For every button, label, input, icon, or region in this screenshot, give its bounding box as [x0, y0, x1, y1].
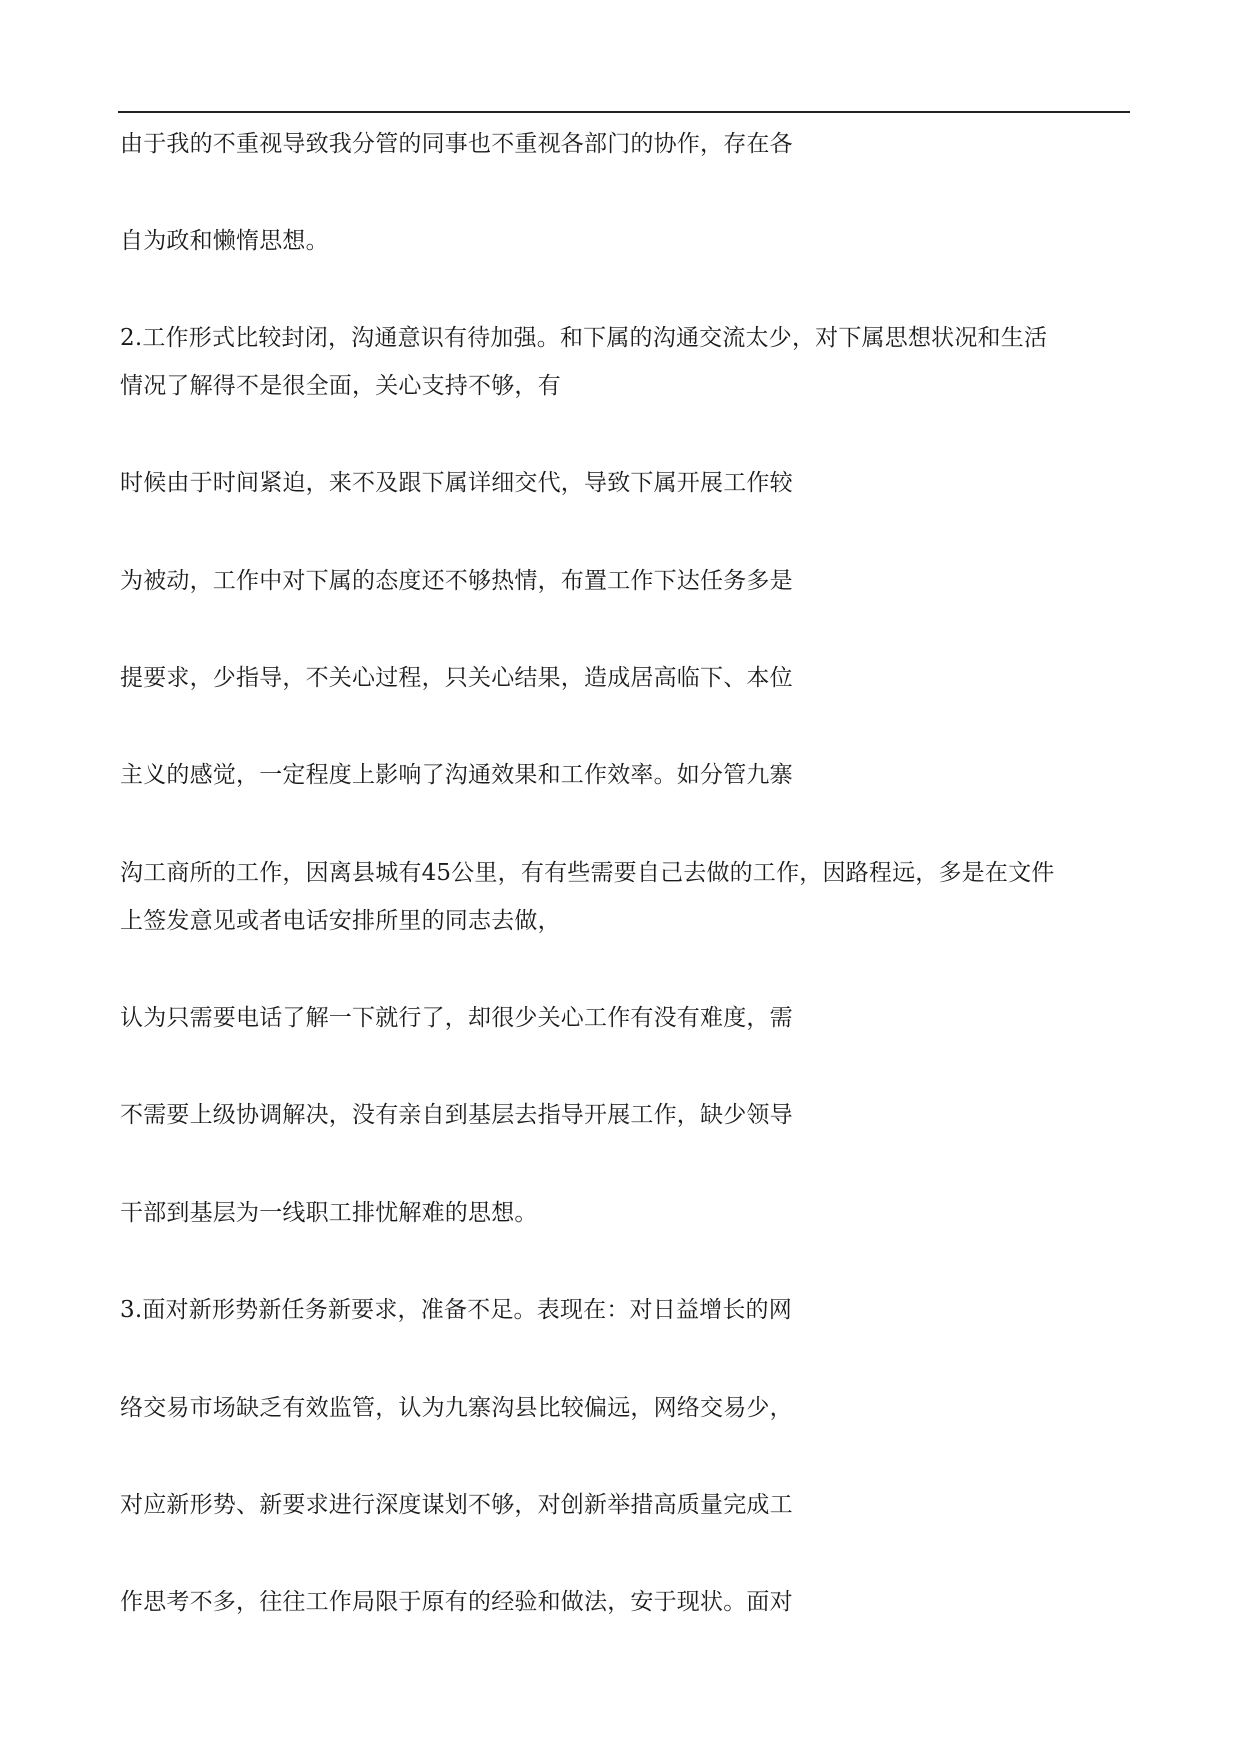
text-line-16: 对应新形势、新要求进行深度谋划不够，对创新举措高质量完成工	[120, 1492, 793, 1518]
text-line-7: 提要求，少指导，不关心过程，只关心结果，造成居高临下、本位	[120, 665, 793, 691]
text-line-1: 由于我的不重视导致我分管的同事也不重视各部门的协作，存在各	[120, 131, 793, 157]
text-line-9: 沟工商所的工作，因离县城有45公里，有有些需要自己去做的工作，因路程远，多是在文件	[120, 860, 1055, 886]
text-line-8: 主义的感觉，一定程度上影响了沟通效果和工作效率。如分管九寨	[120, 762, 793, 788]
text-line-17: 作思考不多，往往工作局限于原有的经验和做法，安于现状。面对	[120, 1589, 793, 1615]
text-line-13: 干部到基层为一线职工排忧解难的思想。	[120, 1200, 538, 1226]
text-line-14: 3.面对新形势新任务新要求，准备不足。表现在：对日益增长的网	[120, 1297, 792, 1323]
text-line-15: 络交易市场缺乏有效监管，认为九寨沟县比较偏远，网络交易少，	[120, 1395, 793, 1421]
text-line-10: 上签发意见或者电话安排所里的同志去做，	[120, 908, 561, 934]
text-line-2: 自为政和懒惰思想。	[120, 228, 329, 254]
header-rule	[118, 111, 1130, 113]
text-line-4: 情况了解得不是很全面，关心支持不够，有	[120, 373, 561, 399]
text-line-6: 为被动，工作中对下属的态度还不够热情，布置工作下达任务多是	[120, 568, 793, 594]
text-line-12: 不需要上级协调解决，没有亲自到基层去指导开展工作，缺少领导	[120, 1102, 793, 1128]
text-line-3: 2.工作形式比较封闭，沟通意识有待加强。和下属的沟通交流太少，对下属思想状况和生活	[120, 325, 1048, 351]
text-line-5: 时候由于时间紧迫，来不及跟下属详细交代，导致下属开展工作较	[120, 470, 793, 496]
text-line-11: 认为只需要电话了解一下就行了，却很少关心工作有没有难度，需	[120, 1005, 793, 1031]
